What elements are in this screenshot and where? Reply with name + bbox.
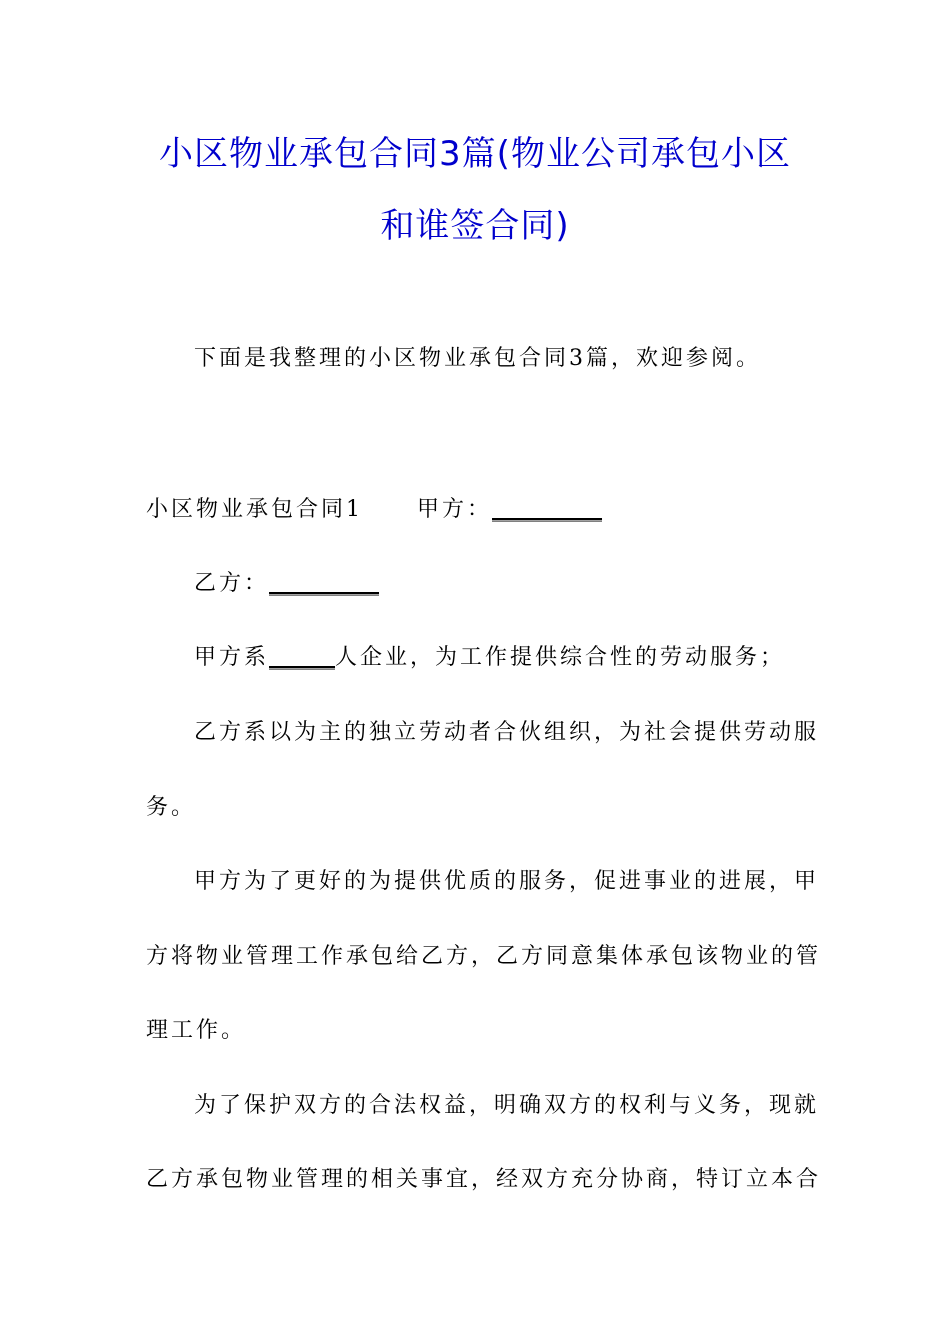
paragraph-2-line-2: 务。	[146, 795, 197, 820]
paragraph-1-blank: ______	[269, 645, 336, 670]
paragraph-2-line-1: 乙方系以为主的独立劳动者合伙组织，为社会提供劳动服	[194, 720, 820, 745]
document-title-line-2: 和谁签合同)	[380, 206, 570, 246]
paragraph-4-line-1: 为了保护双方的合法权益，明确双方的权利与义务，现就	[194, 1093, 820, 1118]
paragraph-1-start: 甲方系	[194, 645, 270, 670]
section-heading-row	[146, 495, 806, 525]
section-heading: 小区物业承包合同1	[146, 497, 363, 522]
party-b-row	[194, 569, 854, 599]
paragraph-1	[194, 643, 854, 673]
paragraph-3-line-3: 理工作。	[146, 1018, 247, 1043]
paragraph-3-line-1: 甲方为了更好的为提供优质的服务，促进事业的进展，甲	[194, 869, 820, 894]
paragraph-3-line-2: 方将物业管理工作承包给乙方，乙方同意集体承包该物业的管	[146, 944, 822, 969]
party-a-label: 甲方：	[417, 497, 493, 522]
party-b-label: 乙方：	[194, 571, 270, 596]
party-b-blank: __________	[269, 571, 380, 596]
paragraph-1-end: 人企业，为工作提供综合性的劳动服务；	[335, 645, 786, 670]
intro-paragraph: 下面是我整理的小区物业承包合同3篇，欢迎参阅。	[194, 346, 761, 371]
party-a-blank: __________	[492, 497, 603, 522]
paragraph-4-line-2: 乙方承包物业管理的相关事宜，经双方充分协商，特订立本合	[146, 1167, 822, 1192]
document-title-line-1: 小区物业承包合同3篇(物业公司承包小区	[159, 134, 791, 174]
